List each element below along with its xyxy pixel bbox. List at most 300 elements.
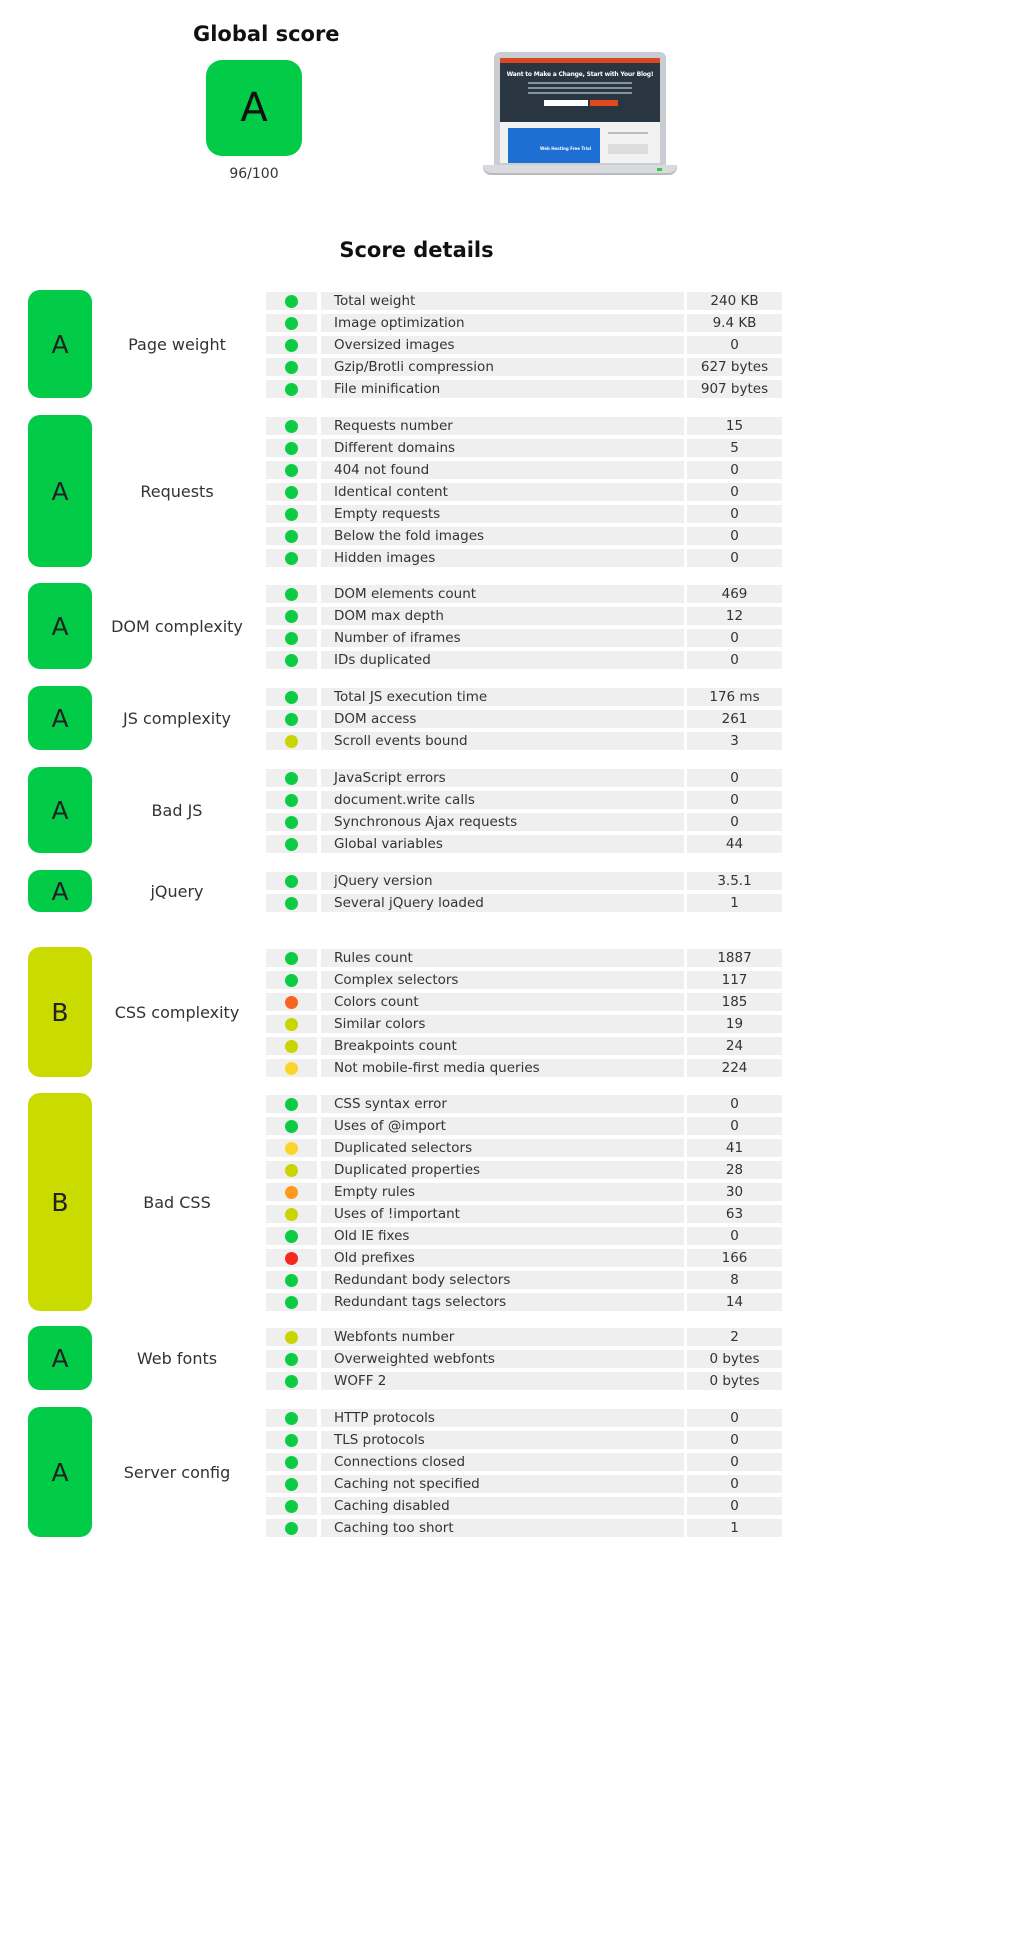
metric-row xyxy=(266,290,782,312)
status-dot-icon xyxy=(285,1434,298,1447)
metric-value: 0 xyxy=(730,814,739,830)
metric-name-cell xyxy=(321,769,684,787)
status-dot-icon xyxy=(285,1040,298,1053)
metric-status-cell xyxy=(266,607,317,625)
metric-row xyxy=(266,503,782,525)
metric-value-cell xyxy=(687,710,782,728)
metric-name-cell xyxy=(321,483,684,501)
metric-name: Identical content xyxy=(334,484,448,500)
section-metrics-table xyxy=(266,767,782,855)
metric-value-cell xyxy=(687,651,782,669)
status-dot-icon xyxy=(285,1120,298,1133)
metric-row xyxy=(266,356,782,378)
metric-name: DOM max depth xyxy=(334,608,444,624)
metric-value: 0 xyxy=(730,550,739,566)
metric-name: Hidden images xyxy=(334,550,436,566)
metric-value-cell xyxy=(687,1271,782,1289)
metric-value-cell xyxy=(687,483,782,501)
metric-value: 0 xyxy=(730,770,739,786)
metric-status-cell xyxy=(266,1271,317,1289)
metric-value: 0 xyxy=(730,462,739,478)
metric-value-cell xyxy=(687,971,782,989)
score-section xyxy=(28,290,788,400)
metric-value: 627 bytes xyxy=(700,359,769,375)
global-score-value: 96/100 xyxy=(229,166,279,182)
metric-value-cell xyxy=(687,1249,782,1267)
metric-value-cell xyxy=(687,585,782,603)
metric-status-cell xyxy=(266,1095,317,1113)
metric-status-cell xyxy=(266,813,317,831)
metric-name-cell xyxy=(321,1117,684,1135)
metric-status-cell xyxy=(266,1161,317,1179)
metric-row xyxy=(266,1348,782,1370)
metric-value-cell xyxy=(687,1015,782,1033)
metric-row xyxy=(266,547,782,569)
metric-value-cell xyxy=(687,1293,782,1311)
metric-name: Different domains xyxy=(334,440,456,456)
metric-row xyxy=(266,1159,782,1181)
score-section xyxy=(28,415,788,569)
section-grade-badge: A xyxy=(28,290,92,398)
metric-name: Oversized images xyxy=(334,337,455,353)
metric-name: Total JS execution time xyxy=(334,689,488,705)
metric-row xyxy=(266,1269,782,1291)
metric-name-cell xyxy=(321,872,684,890)
section-grade-badge: A xyxy=(28,686,92,750)
metric-name: TLS protocols xyxy=(334,1432,425,1448)
screenshot-topbar xyxy=(500,58,660,63)
metric-row xyxy=(266,1203,782,1225)
metric-value-cell xyxy=(687,461,782,479)
score-details-title: Score details xyxy=(339,238,494,262)
metric-row xyxy=(266,378,782,400)
metric-row xyxy=(266,969,782,991)
metric-name-cell xyxy=(321,1519,684,1537)
score-section xyxy=(28,1407,788,1539)
metric-name: HTTP protocols xyxy=(334,1410,435,1426)
metric-value-cell xyxy=(687,314,782,332)
metric-name-cell xyxy=(321,791,684,809)
status-dot-icon xyxy=(285,1208,298,1221)
status-dot-icon xyxy=(285,1062,298,1075)
status-dot-icon xyxy=(285,1522,298,1535)
status-dot-icon xyxy=(285,1353,298,1366)
status-dot-icon xyxy=(285,875,298,888)
status-dot-icon xyxy=(285,420,298,433)
metric-name: document.write calls xyxy=(334,792,475,808)
metric-status-cell xyxy=(266,1497,317,1515)
metric-row xyxy=(266,1035,782,1057)
metric-row xyxy=(266,789,782,811)
metric-value-cell xyxy=(687,1227,782,1245)
metric-value: 19 xyxy=(725,1016,744,1032)
metric-value: 28 xyxy=(725,1162,744,1178)
status-dot-icon xyxy=(285,838,298,851)
metric-name: CSS syntax error xyxy=(334,1096,447,1112)
status-dot-icon xyxy=(285,1252,298,1265)
status-dot-icon xyxy=(285,1478,298,1491)
metric-name-cell xyxy=(321,1409,684,1427)
metric-value: 0 xyxy=(730,630,739,646)
metric-name: Several jQuery loaded xyxy=(334,895,484,911)
metric-value: 63 xyxy=(725,1206,744,1222)
status-dot-icon xyxy=(285,1142,298,1155)
metric-row xyxy=(266,1370,782,1392)
metric-value: 0 xyxy=(730,484,739,500)
metric-name-cell xyxy=(321,1475,684,1493)
metric-value: 41 xyxy=(725,1140,744,1156)
metric-value: 24 xyxy=(725,1038,744,1054)
metric-name-cell xyxy=(321,710,684,728)
metric-name: jQuery version xyxy=(334,873,433,889)
metric-status-cell xyxy=(266,791,317,809)
metric-name: Redundant body selectors xyxy=(334,1272,511,1288)
metric-value-cell xyxy=(687,894,782,912)
metric-value-cell xyxy=(687,993,782,1011)
score-section xyxy=(28,947,788,1079)
metric-name: WOFF 2 xyxy=(334,1373,387,1389)
metric-status-cell xyxy=(266,1205,317,1223)
metric-row xyxy=(266,1093,782,1115)
metric-name-cell xyxy=(321,1161,684,1179)
metric-status-cell xyxy=(266,835,317,853)
metric-value-cell xyxy=(687,813,782,831)
metric-value-cell xyxy=(687,732,782,750)
metric-value-cell xyxy=(687,607,782,625)
screenshot-sidebar-block xyxy=(608,144,648,154)
metric-value-cell xyxy=(687,380,782,398)
section-metrics-table xyxy=(266,947,782,1079)
metric-value: 907 bytes xyxy=(700,381,769,397)
metric-value-cell xyxy=(687,1409,782,1427)
metric-name: Duplicated properties xyxy=(334,1162,481,1178)
status-dot-icon xyxy=(285,317,298,330)
screenshot-ad-text: Web Hosting Free Trial xyxy=(540,146,592,151)
metric-value-cell xyxy=(687,292,782,310)
metric-name-cell xyxy=(321,813,684,831)
screenshot-sidebar-line xyxy=(608,132,648,134)
metric-value-cell xyxy=(687,549,782,567)
metric-name-cell xyxy=(321,894,684,912)
section-label: Web fonts xyxy=(136,1348,218,1368)
metric-value-cell xyxy=(687,1037,782,1055)
metric-name: Similar colors xyxy=(334,1016,426,1032)
metric-value-cell xyxy=(687,835,782,853)
section-metrics-table xyxy=(266,583,782,671)
metric-value: 14 xyxy=(725,1294,744,1310)
metric-name: Not mobile-first media queries xyxy=(334,1060,540,1076)
score-section xyxy=(28,1093,788,1313)
metric-status-cell xyxy=(266,314,317,332)
metric-row xyxy=(266,1291,782,1313)
page-screenshot-thumbnail xyxy=(483,52,677,176)
laptop-base xyxy=(483,165,677,175)
status-dot-icon xyxy=(285,713,298,726)
metric-row xyxy=(266,1181,782,1203)
metric-name-cell xyxy=(321,417,684,435)
status-dot-icon xyxy=(285,654,298,667)
status-dot-icon xyxy=(285,361,298,374)
metric-status-cell xyxy=(266,292,317,310)
metric-name: IDs duplicated xyxy=(334,652,431,668)
metric-status-cell xyxy=(266,1249,317,1267)
metric-value: 469 xyxy=(721,586,748,602)
metric-value-cell xyxy=(687,688,782,706)
metric-name-cell xyxy=(321,314,684,332)
metric-value-cell xyxy=(687,336,782,354)
metric-row xyxy=(266,991,782,1013)
metric-value-cell xyxy=(687,1475,782,1493)
metric-row xyxy=(266,892,782,914)
status-dot-icon xyxy=(285,897,298,910)
metric-row xyxy=(266,833,782,855)
metric-status-cell xyxy=(266,1519,317,1537)
metric-name: Caching disabled xyxy=(334,1498,450,1514)
metric-name: Global variables xyxy=(334,836,443,852)
metric-name: DOM access xyxy=(334,711,417,727)
metric-name: Colors count xyxy=(334,994,419,1010)
section-metrics-table xyxy=(266,686,782,752)
metric-row xyxy=(266,1407,782,1429)
status-dot-icon xyxy=(285,508,298,521)
metric-status-cell xyxy=(266,505,317,523)
metric-row xyxy=(266,1429,782,1451)
metric-value-cell xyxy=(687,505,782,523)
status-dot-icon xyxy=(285,772,298,785)
metric-row xyxy=(266,1137,782,1159)
section-label: DOM complexity xyxy=(111,616,243,636)
metric-row xyxy=(266,708,782,730)
status-dot-icon xyxy=(285,486,298,499)
metric-row xyxy=(266,312,782,334)
metric-value: 166 xyxy=(721,1250,748,1266)
metric-name: Number of iframes xyxy=(334,630,461,646)
metric-status-cell xyxy=(266,1037,317,1055)
status-dot-icon xyxy=(285,383,298,396)
metric-row xyxy=(266,811,782,833)
metric-row xyxy=(266,767,782,789)
metric-status-cell xyxy=(266,1475,317,1493)
status-dot-icon xyxy=(285,794,298,807)
metric-status-cell xyxy=(266,336,317,354)
metric-row xyxy=(266,605,782,627)
metric-name-cell xyxy=(321,1372,684,1390)
section-grade-badge: A xyxy=(28,583,92,669)
metric-status-cell xyxy=(266,1328,317,1346)
laptop-led xyxy=(657,168,662,171)
metric-row xyxy=(266,415,782,437)
status-dot-icon xyxy=(285,691,298,704)
metric-row xyxy=(266,947,782,969)
metric-value-cell xyxy=(687,872,782,890)
metric-value: 0 xyxy=(730,1476,739,1492)
section-label: Requests xyxy=(140,481,214,501)
status-dot-icon xyxy=(285,974,298,987)
metric-name-cell xyxy=(321,607,684,625)
metric-name: Complex selectors xyxy=(334,972,459,988)
section-label: Bad JS xyxy=(151,800,203,820)
status-dot-icon xyxy=(285,735,298,748)
metric-value-cell xyxy=(687,439,782,457)
section-grade-badge: A xyxy=(28,415,92,567)
metric-name-cell xyxy=(321,439,684,457)
metric-name: File minification xyxy=(334,381,441,397)
metric-value: 5 xyxy=(730,440,739,456)
metric-value: 44 xyxy=(725,836,744,852)
section-label: Bad CSS xyxy=(143,1192,211,1212)
metric-value: 0 xyxy=(730,506,739,522)
metric-value-cell xyxy=(687,1431,782,1449)
metric-name-cell xyxy=(321,461,684,479)
metric-name: Total weight xyxy=(334,293,416,309)
metric-value-cell xyxy=(687,358,782,376)
status-dot-icon xyxy=(285,996,298,1009)
section-label: CSS complexity xyxy=(114,1002,240,1022)
metric-status-cell xyxy=(266,1372,317,1390)
metric-row xyxy=(266,1057,782,1079)
status-dot-icon xyxy=(285,1164,298,1177)
metric-row xyxy=(266,334,782,356)
metric-row xyxy=(266,1495,782,1517)
metric-value-cell xyxy=(687,1205,782,1223)
section-grade-badge: B xyxy=(28,1093,92,1311)
metric-name: Redundant tags selectors xyxy=(334,1294,507,1310)
metric-value: 0 xyxy=(730,1454,739,1470)
metric-value-cell xyxy=(687,417,782,435)
metric-status-cell xyxy=(266,1059,317,1077)
metric-value-cell xyxy=(687,1059,782,1077)
metric-value: 0 bytes xyxy=(709,1373,760,1389)
metric-status-cell xyxy=(266,380,317,398)
metric-value: 117 xyxy=(721,972,748,988)
laptop-screen xyxy=(500,58,660,163)
metric-value: 0 xyxy=(730,337,739,353)
metric-status-cell xyxy=(266,894,317,912)
metric-name: Connections closed xyxy=(334,1454,466,1470)
metric-value: 8 xyxy=(730,1272,739,1288)
metric-status-cell xyxy=(266,1227,317,1245)
metric-status-cell xyxy=(266,1350,317,1368)
global-grade-badge: A xyxy=(206,60,302,156)
metric-name-cell xyxy=(321,1431,684,1449)
metric-value-cell xyxy=(687,1095,782,1113)
metric-value-cell xyxy=(687,1372,782,1390)
status-dot-icon xyxy=(285,552,298,565)
section-label: Server config xyxy=(123,1462,231,1482)
metric-row xyxy=(266,437,782,459)
metric-status-cell xyxy=(266,461,317,479)
section-label: jQuery xyxy=(150,881,204,901)
score-section xyxy=(28,686,788,752)
section-label: Page weight xyxy=(128,334,226,354)
metric-name: Synchronous Ajax requests xyxy=(334,814,518,830)
status-dot-icon xyxy=(285,1296,298,1309)
metric-status-cell xyxy=(266,993,317,1011)
metric-value: 2 xyxy=(730,1329,739,1345)
metric-status-cell xyxy=(266,1409,317,1427)
metric-name: Gzip/Brotli compression xyxy=(334,359,494,375)
metric-value: 0 xyxy=(730,1498,739,1514)
metric-row xyxy=(266,1326,782,1348)
metric-value: 1 xyxy=(730,895,739,911)
metric-status-cell xyxy=(266,527,317,545)
section-grade-badge: A xyxy=(28,1407,92,1537)
metric-status-cell xyxy=(266,710,317,728)
section-grade-badge: A xyxy=(28,870,92,912)
metric-value: 3 xyxy=(730,733,739,749)
metric-name-cell xyxy=(321,358,684,376)
score-section xyxy=(28,1326,788,1392)
status-dot-icon xyxy=(285,1375,298,1388)
status-dot-icon xyxy=(285,530,298,543)
metric-value: 0 xyxy=(730,792,739,808)
metric-name-cell xyxy=(321,1249,684,1267)
status-dot-icon xyxy=(285,1456,298,1469)
metric-value: 0 xyxy=(730,1432,739,1448)
metric-name-cell xyxy=(321,1015,684,1033)
metric-name: Old prefixes xyxy=(334,1250,415,1266)
metric-name-cell xyxy=(321,527,684,545)
metric-value: 9.4 KB xyxy=(712,315,757,331)
metric-name: DOM elements count xyxy=(334,586,477,602)
metric-value: 0 xyxy=(730,528,739,544)
metric-name: Image optimization xyxy=(334,315,465,331)
metric-row xyxy=(266,1473,782,1495)
metric-name-cell xyxy=(321,1497,684,1515)
metric-row xyxy=(266,1225,782,1247)
metric-status-cell xyxy=(266,769,317,787)
metric-status-cell xyxy=(266,1117,317,1135)
metric-name: Breakpoints count xyxy=(334,1038,457,1054)
metric-value-cell xyxy=(687,1453,782,1471)
metric-name-cell xyxy=(321,1205,684,1223)
score-section xyxy=(28,583,788,671)
section-metrics-table xyxy=(266,1407,782,1539)
status-dot-icon xyxy=(285,1230,298,1243)
metric-value-cell xyxy=(687,1350,782,1368)
metric-name: Uses of @import xyxy=(334,1118,446,1134)
metric-name: 404 not found xyxy=(334,462,430,478)
metric-row xyxy=(266,525,782,547)
metric-status-cell xyxy=(266,949,317,967)
metric-value: 0 bytes xyxy=(709,1351,760,1367)
screenshot-headline: Want to Make a Change, Start with Your Blog! xyxy=(506,71,654,78)
metric-value: 261 xyxy=(721,711,748,727)
status-dot-icon xyxy=(285,816,298,829)
metric-row xyxy=(266,1451,782,1473)
metric-status-cell xyxy=(266,651,317,669)
metric-name-cell xyxy=(321,651,684,669)
section-label: JS complexity xyxy=(123,708,231,728)
status-dot-icon xyxy=(285,1500,298,1513)
metric-value: 224 xyxy=(721,1060,748,1076)
status-dot-icon xyxy=(285,1018,298,1031)
metric-row xyxy=(266,583,782,605)
metric-value: 240 KB xyxy=(710,293,759,309)
metric-value: 30 xyxy=(725,1184,744,1200)
metric-name-cell xyxy=(321,292,684,310)
metric-value: 0 xyxy=(730,1228,739,1244)
metric-row xyxy=(266,459,782,481)
metric-value-cell xyxy=(687,1497,782,1515)
metric-name: Below the fold images xyxy=(334,528,485,544)
metric-name-cell xyxy=(321,1271,684,1289)
section-metrics-table xyxy=(266,415,782,569)
metric-name-cell xyxy=(321,971,684,989)
metric-name-cell xyxy=(321,629,684,647)
metric-value-cell xyxy=(687,949,782,967)
status-dot-icon xyxy=(285,339,298,352)
